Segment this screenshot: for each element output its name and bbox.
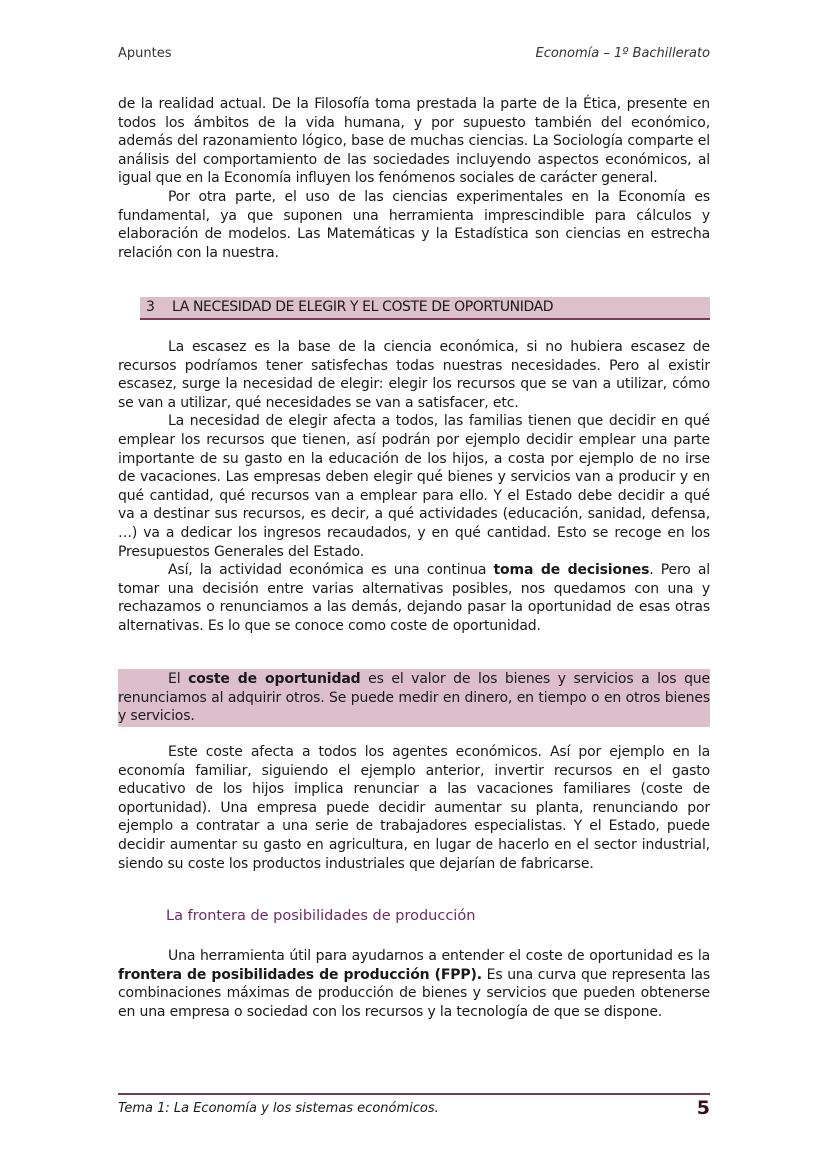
- paragraph: Por otra parte, el uso de las ciencias experimentales en la Economía es fundamental, ya que suponen una herramienta imprescindible para cálculos y elaboración de modelos. Las Matemáticas y la Estadística son ciencias en estrecha relación con la nuestra.: [118, 188, 710, 261]
- paragraph: Este coste afecta a todos los agentes económicos. Así por ejemplo en la economía familiar, siguiendo el ejemplo anterior, invertir recursos en el gasto educativo de los hijos implica renunciar a las vacaciones familiares (coste de oportunidad). Una empresa puede decidir aumentar su planta, renunciando por ejemplo a contratar a una serie de trabajadores especialistas. Y el Estado, puede decidir aumentar su gasto en agricultura, en lugar de hacerlo en el sector industrial, siendo su coste los productos industriales que dejarían de fabricarse.: [118, 744, 710, 872]
- subheading: La frontera de posibilidades de producción: [166, 908, 476, 924]
- paragraph: [118, 670, 710, 726]
- examples-text: [118, 743, 710, 873]
- paragraph: La escasez es la base de la ciencia económica, si no hubiera escasez de recursos podríamos tener satisfechas todas nuestras necesidades. Pero al existir escasez, surge la necesidad de elegir: elegir los recursos que se van a utilizar, cómo se van a utilizar, qué necesidades se van a satisfacer, etc.: [118, 339, 710, 411]
- section-number: 3: [146, 299, 155, 315]
- page-footer: [118, 1097, 710, 1119]
- intro-text: [118, 95, 710, 262]
- text: Es una curva que representa las combinaciones máximas de producción de bienes y servicios que pueden obtenerse en una empresa o sociedad con los recursos y la tecnología de que se dispone.: [118, 966, 710, 1020]
- footer-text: Tema 1: La Economía y los sistemas económicos.: [118, 1101, 439, 1116]
- paragraph: [118, 561, 710, 635]
- fpp-text: [118, 947, 710, 1021]
- text: es el valor de los bienes y servicios a los que renunciamos al adquirir otros. Se puede medir en dinero, en tiempo o en otros bienes y servicios.: [118, 671, 710, 725]
- text: Una herramienta útil para ayudarnos a entender el coste de oportunidad es la: [168, 948, 710, 964]
- paragraph: [118, 947, 710, 1021]
- definition-highlight: [118, 669, 710, 727]
- page-header: [118, 46, 710, 61]
- bold-term: frontera de posibilidades de producción (FPP).: [118, 966, 482, 983]
- section-title: LA NECESIDAD DE ELEGIR Y EL COSTE DE OPORTUNIDAD: [172, 299, 554, 315]
- footer-divider: [118, 1093, 710, 1095]
- paragraph: La necesidad de elegir afecta a todos, las familias tienen que decidir en qué emplear los recursos que tienen, así podrán por ejemplo decidir emplear una parte importante de su gasto en la educación de los hijos, a costa por ejemplo de no irse de vacaciones. Las empresas deben elegir qué bienes y servicios van a producir y en qué cantidad, qué recursos van a emplear para ello. Y el Estado debe decidir a qué va a destinar sus recursos, es decir, a qué actividades (educación, sanidad, defensa, …) va a dedicar los ingresos recaudados, y en qué cantidad. Esto se recoge en los Presupuestos Generales del Estado.: [118, 413, 710, 560]
- text: . Pero al tomar una decisión entre varias alternativas posibles, nos quedamos con una y rechazamos o renunciamos a las demás, dejando pasar la oportunidad de esas otras alternativas. Es lo que se conoce como coste de oportunidad.: [118, 562, 711, 634]
- section-body: [118, 338, 710, 636]
- header-left: Apuntes: [118, 46, 172, 61]
- page-number: 5: [696, 1097, 710, 1119]
- paragraph: de la realidad actual. De la Filosofía toma prestada la parte de la Ética, presente en todos los ámbitos de la vida humana, y por supuesto también del económico, además del razonamiento lógico, base de muchas ciencias. La Sociología comparte el análisis del comportamiento de las sociedades incluyendo aspectos económicos, al igual que en la Economía influyen los fenómenos sociales de carácter general.: [118, 96, 710, 187]
- text: El: [168, 671, 189, 687]
- bold-term: toma de decisiones: [493, 562, 650, 579]
- section-heading: [140, 297, 710, 320]
- header-right: Economía – 1º Bachillerato: [535, 46, 710, 61]
- text: Así, la actividad económica es una continua: [168, 562, 494, 579]
- bold-term: coste de oportunidad: [188, 671, 361, 687]
